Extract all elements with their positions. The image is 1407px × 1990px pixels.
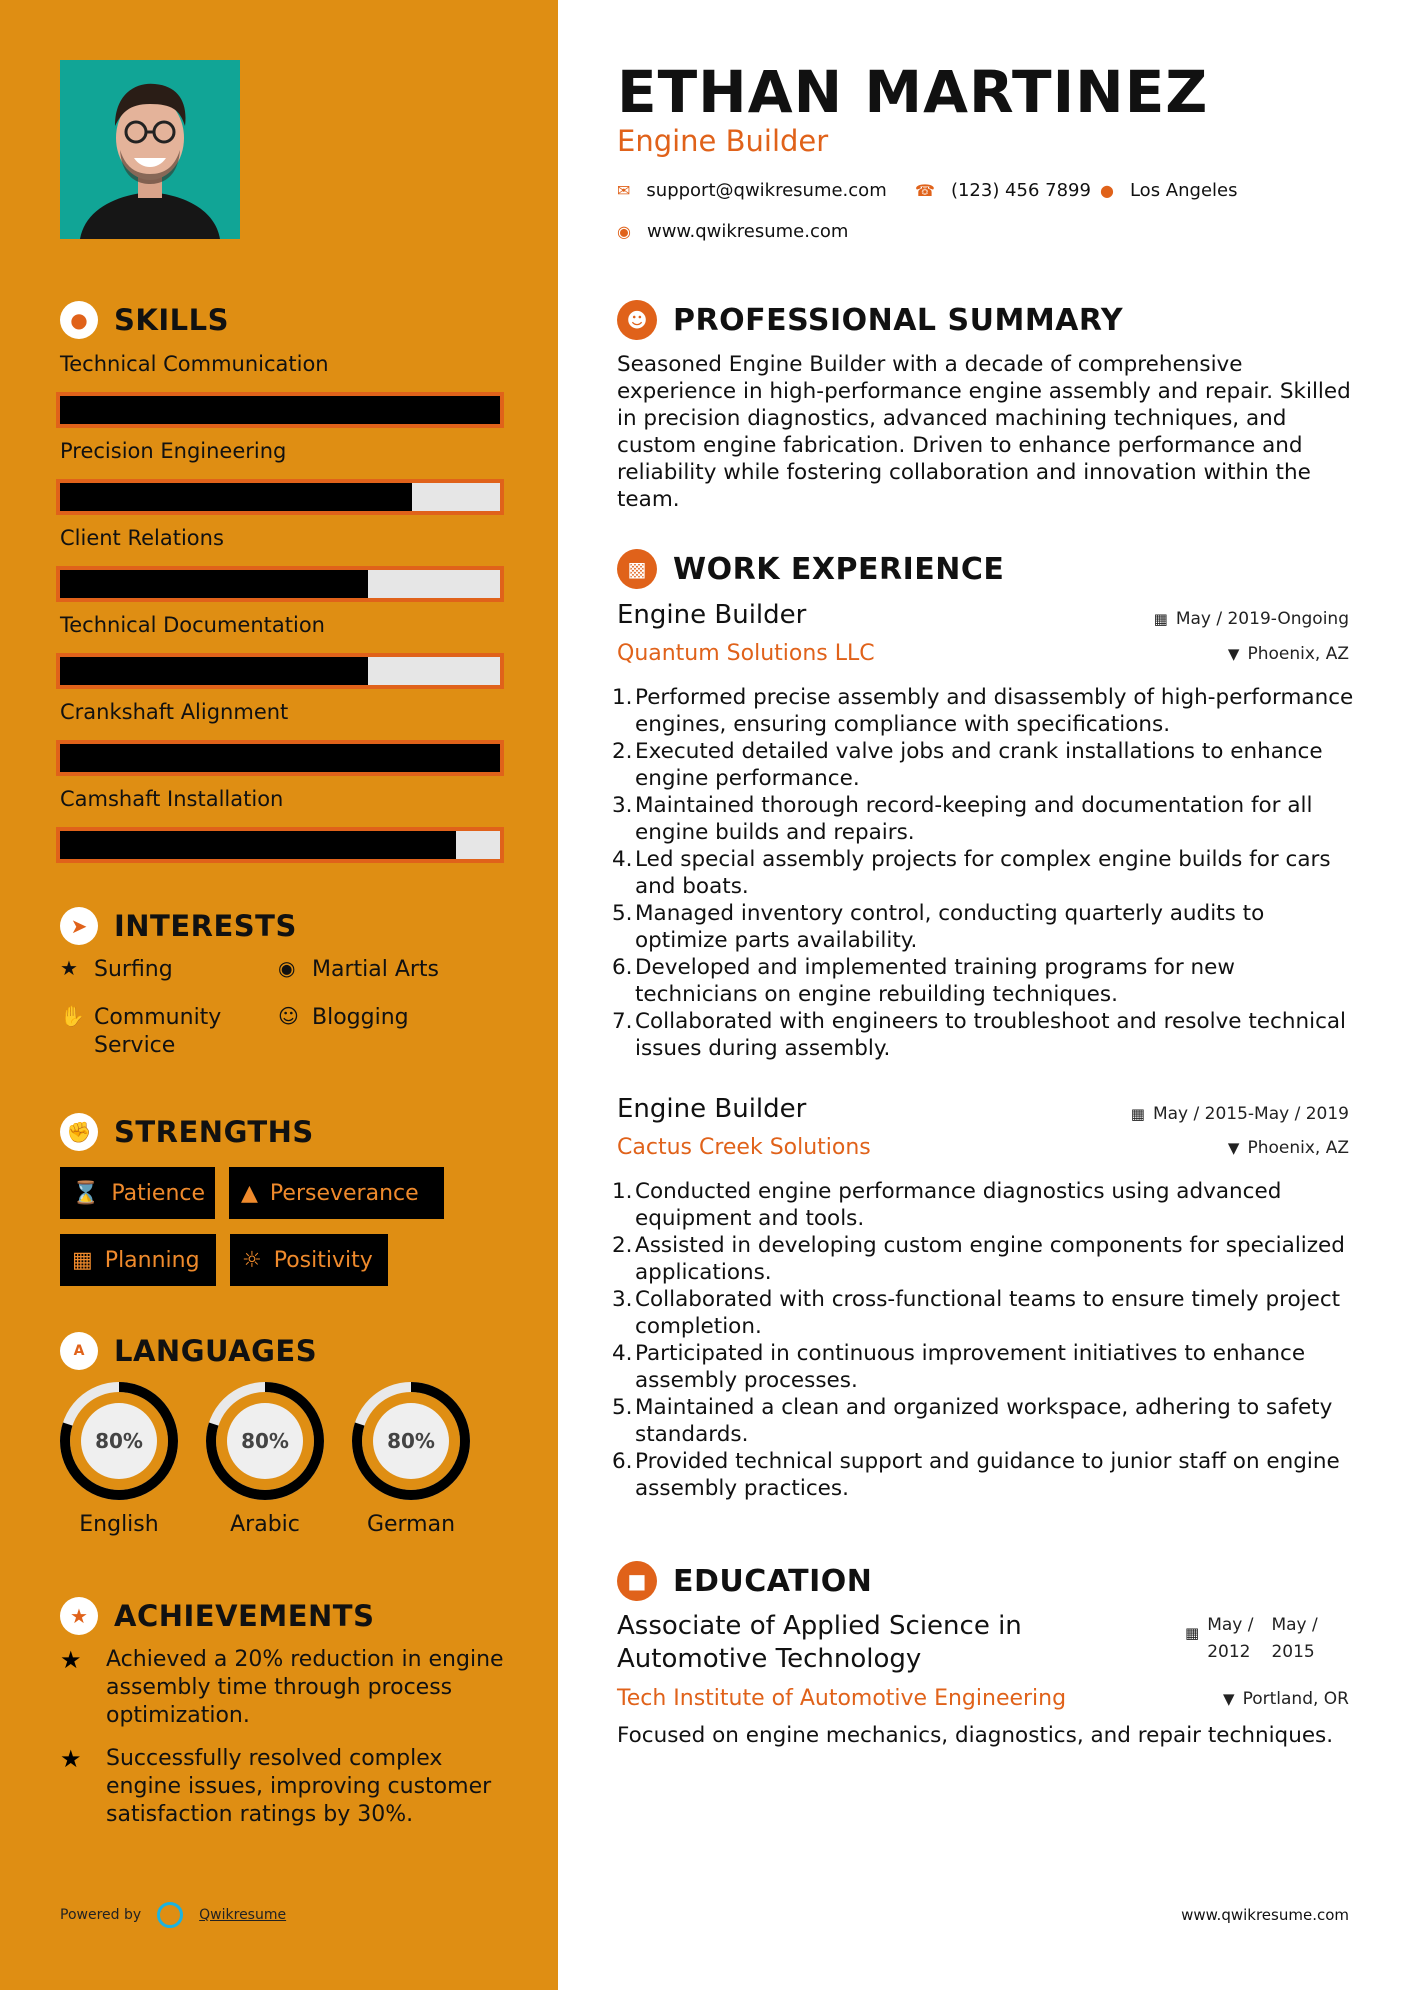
location-text: Los Angeles (1129, 180, 1238, 201)
strengths-header (60, 1112, 530, 1152)
users-icon: ☺ (278, 1004, 299, 1028)
languages-header (60, 1331, 530, 1371)
star-icon: ★ (60, 1646, 82, 1674)
job-dates-text: May / 2015-May / 2019 (1152, 1104, 1349, 1124)
language-item (350, 1380, 472, 1537)
interest-item (60, 1004, 260, 1060)
phone-text: (123) 456 7899 (950, 180, 1091, 201)
skill-bar (56, 566, 504, 602)
star-icon: ★ (60, 1745, 82, 1773)
job-location-text: Phoenix, AZ (1247, 644, 1349, 664)
school-name: Tech Institute of Automotive Engineering (617, 1686, 1067, 1711)
lightbulb-icon: ● (60, 301, 98, 339)
degree-line: Automotive Technology (617, 1644, 922, 1674)
skill-item (60, 350, 510, 378)
paper-plane-icon: ➤ (60, 907, 98, 945)
road-icon: ▲ (241, 1180, 258, 1206)
duty-item: 2. Assisted in developing custom engine components for specialized applications. (612, 1233, 1345, 1285)
hourglass-icon: ⌛ (72, 1180, 100, 1206)
interests-section (60, 906, 530, 946)
contact-website[interactable] (617, 221, 848, 242)
interest-item (278, 1004, 409, 1032)
skill-fill (60, 396, 500, 424)
skill-name: Crankshaft Alignment (60, 700, 289, 724)
strength-label: Patience (111, 1180, 206, 1206)
language-item (58, 1380, 180, 1537)
star-icon: ★ (60, 956, 78, 980)
job-location-text: Phoenix, AZ (1247, 1138, 1349, 1158)
skill-bar (56, 479, 504, 515)
skills-section (60, 300, 530, 340)
pin-icon: ▼ (1227, 1139, 1240, 1157)
education-description: Focused on engine mechanics, diagnostics, and repair techniques. (617, 1723, 1334, 1748)
skill-bar (56, 653, 504, 689)
pin-icon: ▼ (1227, 645, 1240, 663)
email-text: support@qwikresume.com (646, 180, 887, 201)
strength-tag (230, 1234, 388, 1286)
skill-name: Technical Documentation (60, 613, 325, 637)
education-title: EDUCATION (673, 1563, 873, 1599)
profile-photo (60, 60, 240, 239)
achievement-item (60, 1745, 510, 1829)
interests-title: INTERESTS (114, 909, 297, 943)
job-role: Engine Builder (617, 600, 807, 630)
interest-label: Blogging (312, 1005, 409, 1030)
interests-header (60, 906, 530, 946)
summary-text: Seasoned Engine Builder with a decade of comprehensive experience in high-performance engine assembly and repair. Skilled in precision diagnostics, advanced machining techniques, and custom engine fabrication. Driven to enhance performance and reliability while fostering collaboration and innovation within the team. (617, 352, 1351, 512)
duty-item: 5. Managed inventory control, conducting quarterly audits to optimize parts availability. (612, 901, 1265, 953)
calendar-icon: ▦ (1185, 1624, 1200, 1642)
skill-name: Technical Communication (60, 352, 329, 376)
education-dates (1185, 1612, 1318, 1666)
skill-item (60, 785, 510, 813)
duty-item: 1. Conducted engine performance diagnostics using advanced equipment and tools. (612, 1179, 1282, 1231)
sun-icon: ☼ (242, 1247, 262, 1273)
job-location (1228, 644, 1349, 664)
language-ring (350, 1380, 472, 1502)
strength-label: Perseverance (269, 1180, 419, 1206)
skill-name: Client Relations (60, 526, 224, 550)
hand-icon: ✋ (60, 1004, 85, 1028)
strength-label: Positivity (273, 1247, 373, 1273)
school-location (1223, 1689, 1349, 1709)
strength-label: Planning (104, 1247, 200, 1273)
job-dates (1131, 1104, 1349, 1124)
experience-header (617, 549, 1004, 589)
school-location-text: Portland, OR (1242, 1689, 1349, 1709)
skill-bar (56, 827, 504, 863)
duty-item: 1. Performed precise assembly and disassembly of high-performance engines, ensuring compliance with specifications. (612, 685, 1354, 737)
duty-item: 4. Led special assembly projects for complex engine builds for cars and boats. (612, 847, 1331, 899)
experience-title: WORK EXPERIENCE (673, 551, 1005, 587)
skill-fill (60, 657, 368, 685)
summary-title: PROFESSIONAL SUMMARY (673, 302, 1124, 338)
duty-item: 3. Maintained thorough record-keeping and documentation for all engine builds and repairs. (612, 793, 1313, 845)
achievement-item (60, 1646, 510, 1730)
achievements-header (60, 1596, 530, 1636)
language-percent: 80% (241, 1429, 289, 1453)
skills-header (60, 300, 530, 340)
skill-fill (60, 570, 368, 598)
fist-icon: ✊ (60, 1113, 98, 1151)
language-item (204, 1380, 326, 1537)
strength-tag (60, 1234, 216, 1286)
job-company: Cactus Creek Solutions (617, 1135, 871, 1160)
language-name: English (79, 1512, 159, 1537)
strength-tag (229, 1167, 444, 1219)
powered-by-label: Powered by (60, 1907, 142, 1923)
language-percent: 80% (387, 1429, 435, 1453)
end-date: May / 2015 (1271, 1615, 1318, 1662)
summary-header (617, 300, 1123, 340)
skill-bar (56, 392, 504, 428)
duty-item: 6. Provided technical support and guidance to junior staff on engine assembly practices. (612, 1449, 1340, 1501)
globe-icon: ◉ (278, 956, 296, 980)
strengths-section (60, 1112, 530, 1152)
skill-item (60, 698, 510, 726)
languages-section (60, 1331, 530, 1371)
language-icon: A (60, 1332, 98, 1370)
duty-item: 7. Collaborated with engineers to troubleshoot and resolve technical issues during assembly. (612, 1009, 1347, 1061)
skill-item (60, 524, 510, 552)
footer-url[interactable]: www.qwikresume.com (1181, 1906, 1349, 1924)
candidate-title: Engine Builder (617, 124, 829, 158)
duty-item: 5. Maintained a clean and organized workspace, adhering to safety standards. (612, 1395, 1333, 1447)
achievements-section (60, 1596, 530, 1636)
interest-label: Surfing (94, 957, 173, 982)
education-header (617, 1561, 872, 1601)
qwikresume-logo-icon (157, 1902, 183, 1928)
sidebar (0, 0, 558, 1990)
pin-icon: ▼ (1223, 1690, 1235, 1708)
candidate-name: ETHAN MARTINEZ (617, 58, 1209, 126)
skill-fill (60, 831, 456, 859)
job-role: Engine Builder (617, 1094, 807, 1124)
language-percent: 80% (95, 1429, 143, 1453)
interest-label: Martial Arts (312, 957, 440, 982)
degree-line: Associate of Applied Science in (617, 1611, 1022, 1641)
job-location (1228, 1138, 1349, 1158)
achievements-title: ACHIEVEMENTS (114, 1599, 375, 1633)
duty-item: 4. Participated in continuous improvement initiatives to enhance assembly processes. (612, 1341, 1306, 1393)
job-duties-list (612, 684, 1357, 1062)
job-duties-list (612, 1178, 1357, 1502)
job-company: Quantum Solutions LLC (617, 641, 875, 666)
job-dates-text: May / 2019-Ongoing (1175, 609, 1349, 629)
skill-item (60, 437, 510, 465)
person-avatar-icon (60, 60, 240, 239)
envelope-icon: ✉ (617, 181, 631, 200)
degree (617, 1610, 1022, 1676)
skill-name: Camshaft Installation (60, 787, 284, 811)
language-ring (58, 1380, 180, 1502)
user-icon: ☻ (617, 300, 657, 340)
skill-fill (60, 744, 500, 772)
start-date: May / 2012 (1207, 1615, 1254, 1662)
contact-phone (915, 180, 1091, 201)
strengths-title: STRENGTHS (114, 1115, 314, 1149)
skill-fill (60, 483, 412, 511)
map-pin-icon: ● (1100, 181, 1114, 200)
briefcase-icon: ▩ (617, 549, 657, 589)
language-ring (204, 1380, 326, 1502)
language-name: Arabic (230, 1512, 300, 1537)
powered-by (60, 1902, 286, 1928)
contact-email[interactable] (617, 180, 887, 201)
calendar-icon: ▦ (1153, 610, 1168, 628)
calendar-icon: ▦ (72, 1247, 93, 1273)
interest-item (60, 956, 173, 984)
duty-item: 6. Developed and implemented training programs for new technicians on engine rebuilding techniques. (612, 955, 1235, 1007)
graduation-cap-icon: ■ (617, 1561, 657, 1601)
skill-bar (56, 740, 504, 776)
interest-item (278, 956, 439, 984)
languages-title: LANGUAGES (114, 1334, 318, 1368)
contact-location (1100, 180, 1237, 201)
calendar-icon: ▦ (1130, 1105, 1145, 1123)
achievement-text: Achieved a 20% reduction in engine assembly time through process optimization. (106, 1647, 504, 1728)
website-text: www.qwikresume.com (646, 221, 849, 242)
skill-item (60, 611, 510, 639)
interest-label: Community Service (94, 1005, 222, 1058)
duty-item: 3. Collaborated with cross-functional teams to ensure timely project completion. (612, 1287, 1341, 1339)
duty-item: 2. Executed detailed valve jobs and crank installations to enhance engine performance. (612, 739, 1323, 791)
phone-icon: ☎ (915, 181, 935, 200)
achievement-text: Successfully resolved complex engine issues, improving customer satisfaction ratings by 30%. (106, 1746, 492, 1827)
strength-tag (60, 1167, 215, 1219)
job-dates (1154, 609, 1349, 629)
brand-link[interactable]: Qwikresume (199, 1907, 287, 1923)
language-name: German (366, 1512, 456, 1537)
globe-icon: ◉ (617, 222, 631, 241)
skill-name: Precision Engineering (60, 439, 287, 463)
skills-title: SKILLS (114, 303, 229, 337)
star-badge-icon: ★ (60, 1597, 98, 1635)
